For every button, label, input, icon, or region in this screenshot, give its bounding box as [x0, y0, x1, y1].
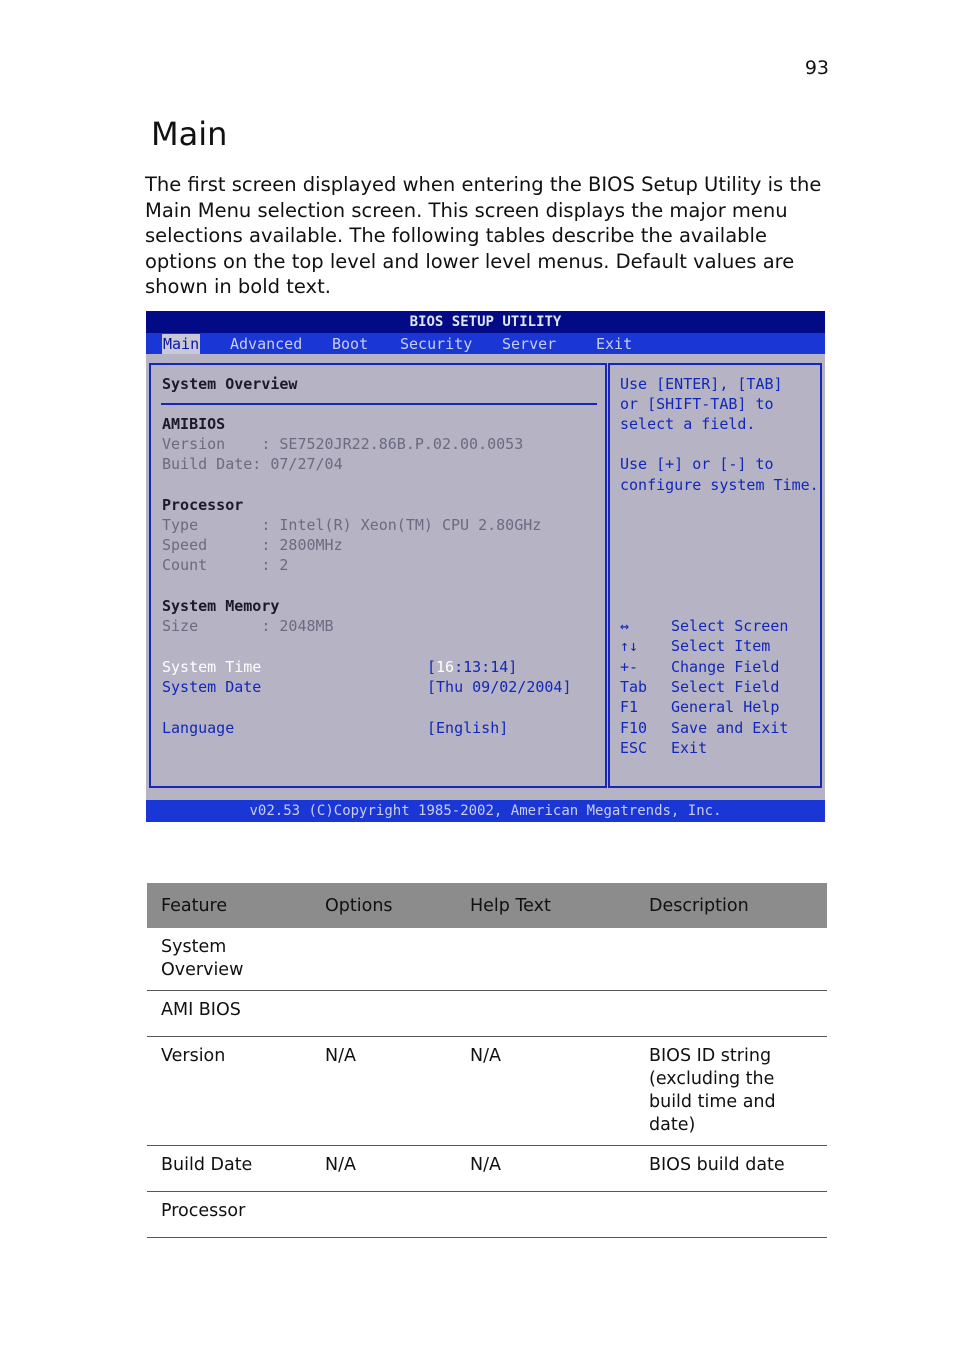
bios-menu-advanced: Advanced — [230, 335, 303, 353]
cell-feature: System Overview — [147, 928, 311, 991]
cell-options: N/A — [311, 1037, 456, 1146]
table-header-row — [147, 883, 827, 928]
cell-feature: AMI BIOS — [147, 991, 311, 1037]
bios-menu-security: Security — [400, 335, 473, 353]
bios-system-time-label: System Time — [162, 658, 262, 676]
bios-size: Size : 2048MB — [162, 617, 334, 635]
cell-feature: Build Date — [147, 1146, 311, 1192]
bios-count: Count : 2 — [162, 556, 289, 574]
bios-key: F1 — [620, 698, 639, 716]
bios-key-action: Exit — [671, 739, 708, 757]
table-row — [147, 928, 827, 991]
bios-language-label: Language — [162, 719, 235, 737]
cell-help-text — [456, 991, 635, 1037]
bios-help-line: select a field. — [620, 415, 756, 433]
bios-key-action: Save and Exit — [671, 719, 789, 737]
bios-menu-boot: Boot — [332, 335, 369, 353]
bios-key-action: Select Item — [671, 637, 771, 655]
bios-system-date-label: System Date — [162, 678, 262, 696]
section-heading: Main — [151, 115, 228, 153]
cell-help-text: N/A — [456, 1146, 635, 1192]
bios-copyright-bar: v02.53 (C)Copyright 1985-2002, American Megatrends, Inc. — [146, 800, 825, 822]
bios-help-line: Use [ENTER], [TAB] — [620, 375, 783, 393]
cell-options — [311, 928, 456, 991]
cell-help-text: N/A — [456, 1037, 635, 1146]
bios-menu-server: Server — [502, 335, 557, 353]
cell-feature: Processor — [147, 1192, 311, 1238]
bios-screenshot — [146, 311, 825, 822]
bios-system-date-value: [Thu 09/02/2004] — [427, 678, 572, 696]
bios-title: BIOS SETUP UTILITY — [146, 311, 825, 333]
bios-processor: Processor — [162, 496, 244, 514]
bios-system-memory: System Memory — [162, 597, 280, 615]
intro-paragraph: The first screen displayed when entering the BIOS Setup Utility is the Main Menu selection screen. This screen displays the major menu selections available. The following tables describe the available options on the top level and lower level menus. Default values are shown in bold text. — [145, 173, 822, 298]
bios-key: +- — [620, 658, 639, 676]
bios-system-time-value: [16:13:14] — [427, 658, 518, 676]
cell-help-text — [456, 928, 635, 991]
bios-key-action: General Help — [671, 698, 780, 716]
bios-key-action: Select Screen — [671, 617, 789, 635]
cell-description: BIOS ID string (excluding the build time and date) — [635, 1037, 827, 1146]
bios-key: Tab — [620, 678, 648, 696]
bios-menu-main: Main — [163, 335, 200, 353]
bios-amibios: AMIBIOS — [162, 415, 226, 433]
feature-table — [147, 883, 827, 1238]
bios-speed: Speed : 2800MHz — [162, 536, 343, 554]
bios-divider — [161, 403, 597, 405]
table-row — [147, 1146, 827, 1192]
header-description: Description — [635, 883, 827, 928]
bios-key-action: Select Field — [671, 678, 780, 696]
bios-help-line: Use [+] or [-] to — [620, 455, 774, 473]
cell-options: N/A — [311, 1146, 456, 1192]
table-row — [147, 1037, 827, 1146]
bios-time-rest: :13:14] — [454, 658, 518, 676]
bios-version: Version : SE7520JR22.86B.P.02.00.0053 — [162, 435, 524, 453]
cell-description — [635, 991, 827, 1037]
bios-help-line: or [SHIFT-TAB] to — [620, 395, 774, 413]
header-help-text: Help Text — [456, 883, 635, 928]
cell-description: BIOS build date — [635, 1146, 827, 1192]
bios-menu-bar — [146, 333, 825, 354]
bios-key: ESC — [620, 739, 648, 757]
cell-options — [311, 991, 456, 1037]
table-row — [147, 991, 827, 1037]
cell-feature: Version — [147, 1037, 311, 1146]
bios-language-value: [English] — [427, 719, 509, 737]
bios-key: ↔ — [620, 617, 630, 635]
bios-system-overview: System Overview — [162, 375, 298, 393]
table-row — [147, 1192, 827, 1238]
cell-options — [311, 1192, 456, 1238]
page-number: 93 — [804, 57, 829, 79]
cell-help-text — [456, 1192, 635, 1238]
bios-key-action: Change Field — [671, 658, 780, 676]
bios-key: ↑↓ — [620, 637, 639, 655]
bios-type: Type : Intel(R) Xeon(TM) CPU 2.80GHz — [162, 516, 542, 534]
header-options: Options — [311, 883, 456, 928]
bios-menu-exit: Exit — [596, 335, 633, 353]
bios-help-line: configure system Time. — [620, 476, 819, 494]
header-feature: Feature — [147, 883, 311, 928]
bios-key: F10 — [620, 719, 648, 737]
bios-build-date: Build Date: 07/27/04 — [162, 455, 343, 473]
bios-time-hours: 16 — [436, 658, 455, 676]
cell-description — [635, 928, 827, 991]
cell-description — [635, 1192, 827, 1238]
